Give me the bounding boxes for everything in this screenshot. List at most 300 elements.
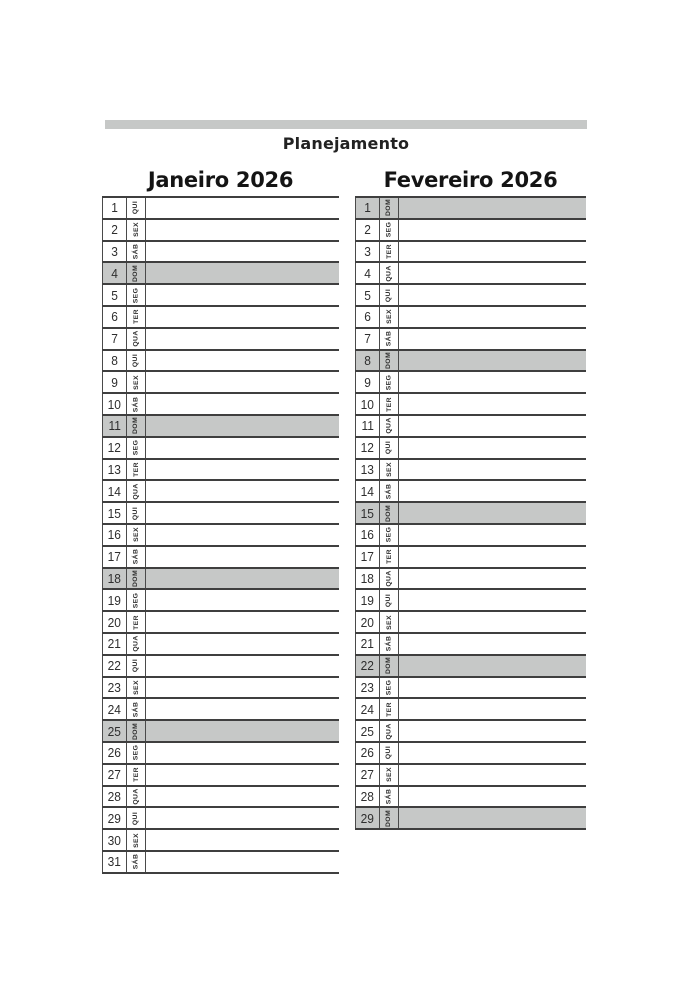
notes-line (399, 590, 586, 610)
notes-line (146, 438, 339, 458)
day-number: 4 (364, 265, 371, 281)
weekday-label: SEX (385, 614, 393, 630)
day-number-cell (355, 416, 380, 436)
notes-line (399, 242, 586, 262)
weekday-cell (127, 307, 146, 327)
weekday-label: QUA (132, 788, 140, 805)
notes-line (146, 242, 339, 262)
weekday-cell (127, 765, 146, 785)
day-number: 13 (360, 461, 375, 477)
month-janeiro (102, 166, 339, 874)
day-row (355, 481, 586, 503)
notes-line (399, 656, 586, 676)
weekday-label: SÁB (385, 788, 393, 805)
notes-line (146, 460, 339, 480)
notes-line (399, 569, 586, 589)
day-row (355, 590, 586, 612)
day-number: 17 (360, 549, 375, 565)
weekday-cell (380, 699, 399, 719)
day-row (102, 525, 339, 547)
weekday-cell (380, 808, 399, 828)
weekday-label: QUA (132, 635, 140, 652)
weekday-cell (127, 394, 146, 414)
day-row (102, 351, 339, 373)
day-number-cell (355, 481, 380, 501)
weekday-label: SÁB (385, 330, 393, 347)
notes-line (146, 678, 339, 698)
day-number: 4 (111, 265, 118, 281)
notes-line (399, 721, 586, 741)
day-number-cell (355, 372, 380, 392)
day-number: 22 (360, 658, 375, 674)
weekday-cell (127, 503, 146, 523)
day-number-cell (102, 372, 127, 392)
weekday-cell (380, 460, 399, 480)
day-number-cell (102, 460, 127, 480)
day-row (355, 525, 586, 547)
day-number: 11 (361, 418, 374, 434)
day-row (102, 198, 339, 220)
weekday-label: QUA (385, 722, 393, 740)
weekday-cell (380, 765, 399, 785)
weekday-cell (380, 438, 399, 458)
day-number: 3 (364, 243, 371, 259)
day-number: 15 (360, 505, 375, 521)
notes-line (399, 438, 586, 458)
day-number: 3 (111, 243, 118, 259)
day-number: 7 (111, 331, 118, 347)
day-number: 15 (107, 505, 122, 521)
month-fevereiro (355, 166, 586, 830)
day-number: 5 (111, 287, 118, 303)
day-number: 22 (107, 658, 122, 674)
weekday-label: SÁB (132, 701, 140, 717)
day-number-cell (355, 765, 380, 785)
weekday-label: QUA (385, 265, 393, 282)
day-row (355, 808, 586, 830)
notes-line (399, 460, 586, 480)
day-number-cell (102, 787, 127, 807)
weekday-cell (380, 198, 399, 218)
weekday-cell (380, 394, 399, 414)
day-row (355, 503, 586, 525)
day-number: 25 (360, 723, 375, 739)
notes-line (399, 285, 586, 305)
notes-line (399, 481, 586, 501)
weekday-label: TER (132, 614, 140, 630)
notes-line (146, 329, 339, 349)
notes-line (146, 743, 339, 763)
weekday-cell (127, 547, 146, 567)
day-row (355, 460, 586, 482)
notes-line (399, 765, 586, 785)
notes-line (146, 285, 339, 305)
day-row (102, 743, 339, 765)
weekday-cell (127, 634, 146, 654)
weekday-cell (380, 329, 399, 349)
weekday-label: QUA (385, 570, 393, 587)
day-row (355, 787, 586, 809)
day-number-cell (102, 263, 127, 283)
notes-line (399, 394, 586, 414)
day-number: 13 (107, 461, 122, 477)
day-number: 11 (108, 418, 121, 434)
day-row (102, 830, 339, 852)
notes-line (146, 656, 339, 676)
weekday-label: TER (132, 462, 140, 477)
day-row (102, 329, 339, 351)
day-number-cell (355, 394, 380, 414)
weekday-cell (380, 351, 399, 371)
weekday-label: SÁB (132, 548, 140, 565)
day-number-cell (355, 678, 380, 698)
day-number-cell (355, 808, 380, 828)
weekday-label: DOM (385, 809, 393, 827)
notes-line (399, 612, 586, 632)
day-number: 18 (107, 570, 122, 586)
day-number: 14 (107, 483, 122, 499)
weekday-label: SEX (132, 222, 140, 238)
weekday-label: SÁB (385, 636, 393, 652)
day-number-cell (355, 787, 380, 807)
day-row (102, 481, 339, 503)
month-table-fevereiro (355, 196, 586, 830)
weekday-label: SÁB (132, 243, 140, 260)
day-number-cell (102, 416, 127, 436)
notes-line (399, 220, 586, 240)
weekday-label: QUI (385, 288, 393, 302)
notes-line (146, 263, 339, 283)
notes-line (399, 525, 586, 545)
notes-line (399, 198, 586, 218)
day-number-cell (355, 198, 380, 218)
weekday-cell (380, 634, 399, 654)
day-row (102, 678, 339, 700)
day-number-cell (355, 438, 380, 458)
day-row (102, 372, 339, 394)
notes-line (399, 416, 586, 436)
weekday-label: SEG (385, 374, 393, 391)
day-number: 14 (360, 483, 375, 499)
weekday-cell (127, 285, 146, 305)
notes-line (146, 590, 339, 610)
weekday-cell (127, 220, 146, 240)
weekday-label: QUI (132, 353, 140, 368)
day-number: 27 (107, 767, 122, 783)
day-number-cell (355, 351, 380, 371)
weekday-cell (380, 612, 399, 632)
day-number-cell (102, 307, 127, 327)
day-number: 20 (107, 614, 122, 630)
day-number: 24 (360, 701, 375, 717)
month-table-janeiro (102, 196, 339, 874)
day-number: 5 (364, 287, 371, 303)
day-row (355, 394, 586, 416)
weekday-cell (380, 263, 399, 283)
weekday-cell (127, 351, 146, 371)
day-number-cell (355, 503, 380, 523)
weekday-label: SEG (385, 527, 393, 543)
weekday-cell (380, 307, 399, 327)
day-number: 21 (360, 636, 375, 652)
day-number-cell (355, 590, 380, 610)
day-number: 26 (107, 745, 122, 761)
day-number: 1 (364, 200, 371, 216)
day-number: 7 (364, 331, 371, 347)
day-row (355, 438, 586, 460)
day-row (355, 721, 586, 743)
day-row (355, 198, 586, 220)
weekday-label: DOM (385, 199, 393, 217)
notes-line (146, 830, 339, 850)
day-row (102, 590, 339, 612)
day-number-cell (102, 678, 127, 698)
day-number-cell (102, 242, 127, 262)
weekday-cell (127, 808, 146, 828)
day-row (102, 285, 339, 307)
weekday-label: QUI (385, 441, 393, 455)
notes-line (399, 743, 586, 763)
notes-line (399, 634, 586, 654)
day-row (355, 263, 586, 285)
day-number: 16 (107, 527, 122, 543)
weekday-cell (127, 481, 146, 501)
day-number: 19 (360, 592, 375, 608)
day-number: 20 (360, 614, 375, 630)
weekday-cell (127, 198, 146, 218)
weekday-label: TER (385, 396, 393, 412)
weekday-label: QUA (132, 330, 140, 347)
notes-line (399, 699, 586, 719)
notes-line (399, 307, 586, 327)
day-number-cell (102, 329, 127, 349)
notes-line (146, 787, 339, 807)
day-number-cell (102, 612, 127, 632)
day-number-cell (102, 721, 127, 741)
notes-line (146, 220, 339, 240)
day-number: 29 (360, 810, 375, 826)
day-row (355, 634, 586, 656)
weekday-cell (380, 503, 399, 523)
notes-line (146, 634, 339, 654)
weekday-label: QUA (385, 417, 393, 435)
weekday-cell (127, 678, 146, 698)
weekday-cell (127, 438, 146, 458)
weekday-cell (380, 656, 399, 676)
weekday-cell (127, 787, 146, 807)
day-number-cell (355, 307, 380, 327)
weekday-label: DOM (385, 657, 393, 675)
day-number-cell (355, 721, 380, 741)
day-number-cell (102, 198, 127, 218)
day-number-cell (355, 547, 380, 567)
weekday-label: DOM (132, 264, 140, 282)
weekday-cell (127, 590, 146, 610)
day-number: 23 (107, 679, 122, 695)
weekday-cell (380, 569, 399, 589)
day-number: 24 (107, 701, 122, 717)
notes-line (146, 547, 339, 567)
day-number-cell (102, 569, 127, 589)
day-row (355, 242, 586, 264)
notes-line (146, 416, 339, 436)
day-number: 6 (111, 309, 118, 325)
day-row (355, 656, 586, 678)
weekday-label: SEG (132, 745, 140, 761)
notes-line (146, 198, 339, 218)
day-row (355, 220, 586, 242)
day-row (102, 765, 339, 787)
notes-line (399, 263, 586, 283)
day-row (102, 307, 339, 329)
day-row (102, 852, 339, 874)
day-number-cell (102, 699, 127, 719)
weekday-label: SEX (132, 680, 140, 695)
day-number: 29 (107, 810, 122, 826)
notes-line (146, 699, 339, 719)
day-number: 2 (364, 222, 371, 238)
notes-line (146, 721, 339, 741)
notes-line (399, 547, 586, 567)
notes-line (399, 787, 586, 807)
day-number-cell (102, 503, 127, 523)
weekday-label: SÁB (132, 854, 140, 870)
day-number-cell (102, 285, 127, 305)
page-title: Planejamento (282, 134, 410, 153)
day-number-cell (355, 285, 380, 305)
weekday-label: SEX (385, 767, 393, 783)
day-number-cell (355, 569, 380, 589)
day-number-cell (355, 656, 380, 676)
notes-line (146, 569, 339, 589)
weekday-label: TER (385, 244, 393, 259)
weekday-cell (380, 285, 399, 305)
month-title-janeiro: Janeiro 2026 (147, 168, 294, 192)
notes-line (146, 351, 339, 371)
notes-line (146, 394, 339, 414)
weekday-cell (380, 220, 399, 240)
notes-line (399, 372, 586, 392)
day-number-cell (102, 394, 127, 414)
day-number: 2 (111, 222, 118, 238)
day-number-cell (102, 765, 127, 785)
day-row (355, 285, 586, 307)
day-row (102, 394, 339, 416)
day-number: 21 (107, 636, 122, 652)
day-number-cell (102, 481, 127, 501)
weekday-cell (380, 242, 399, 262)
weekday-cell (127, 830, 146, 850)
day-row (355, 416, 586, 438)
weekday-cell (127, 743, 146, 763)
weekday-cell (127, 721, 146, 741)
day-number: 27 (360, 767, 375, 783)
weekday-label: SEX (385, 462, 393, 477)
day-row (102, 656, 339, 678)
weekday-cell (380, 787, 399, 807)
weekday-label: DOM (132, 569, 140, 587)
day-row (102, 721, 339, 743)
day-number: 12 (107, 440, 122, 456)
day-number: 28 (360, 788, 375, 804)
notes-line (146, 481, 339, 501)
notes-line (146, 808, 339, 828)
weekday-label: SEG (385, 221, 393, 238)
notes-line (146, 852, 339, 872)
day-number: 10 (107, 396, 122, 412)
weekday-cell (380, 743, 399, 763)
day-row (102, 242, 339, 264)
weekday-cell (127, 242, 146, 262)
day-row (102, 460, 339, 482)
day-number-cell (102, 852, 127, 872)
day-number: 25 (107, 723, 122, 739)
day-number: 17 (107, 549, 122, 565)
day-row (355, 329, 586, 351)
day-row (102, 634, 339, 656)
day-number: 1 (111, 200, 118, 216)
weekday-cell (127, 612, 146, 632)
day-number-cell (355, 263, 380, 283)
weekday-label: QUA (132, 483, 140, 500)
weekday-cell (380, 678, 399, 698)
weekday-cell (127, 525, 146, 545)
day-row (355, 765, 586, 787)
weekday-label: SEX (132, 832, 140, 848)
weekday-label: SEX (385, 309, 393, 325)
weekday-cell (127, 699, 146, 719)
header-accent-bar (105, 120, 587, 129)
weekday-cell (127, 263, 146, 283)
day-row (102, 416, 339, 438)
day-number-cell (102, 808, 127, 828)
notes-line (146, 525, 339, 545)
day-number: 19 (107, 592, 122, 608)
weekday-cell (127, 416, 146, 436)
weekday-label: TER (385, 549, 393, 565)
weekday-label: QUI (385, 593, 393, 607)
day-row (102, 808, 339, 830)
day-number-cell (102, 525, 127, 545)
weekday-label: QUI (385, 746, 393, 760)
day-number: 9 (364, 374, 371, 390)
day-number-cell (102, 220, 127, 240)
notes-line (399, 503, 586, 523)
weekday-label: QUI (132, 811, 140, 825)
weekday-label: DOM (385, 351, 393, 369)
day-number: 8 (364, 352, 371, 368)
weekday-label: TER (385, 701, 393, 717)
day-number-cell (355, 242, 380, 262)
weekday-label: QUI (132, 506, 140, 520)
day-row (102, 612, 339, 634)
weekday-cell (380, 547, 399, 567)
weekday-cell (127, 656, 146, 676)
day-row (102, 787, 339, 809)
day-number-cell (102, 656, 127, 676)
weekday-cell (380, 525, 399, 545)
day-number-cell (355, 612, 380, 632)
weekday-label: SEX (132, 374, 140, 390)
weekday-cell (380, 372, 399, 392)
weekday-label: SEG (132, 592, 140, 609)
day-number-cell (102, 743, 127, 763)
weekday-label: DOM (132, 722, 140, 740)
weekday-cell (380, 416, 399, 436)
weekday-label: SEG (132, 439, 140, 456)
day-row (355, 612, 586, 634)
weekday-label: QUI (132, 658, 140, 673)
